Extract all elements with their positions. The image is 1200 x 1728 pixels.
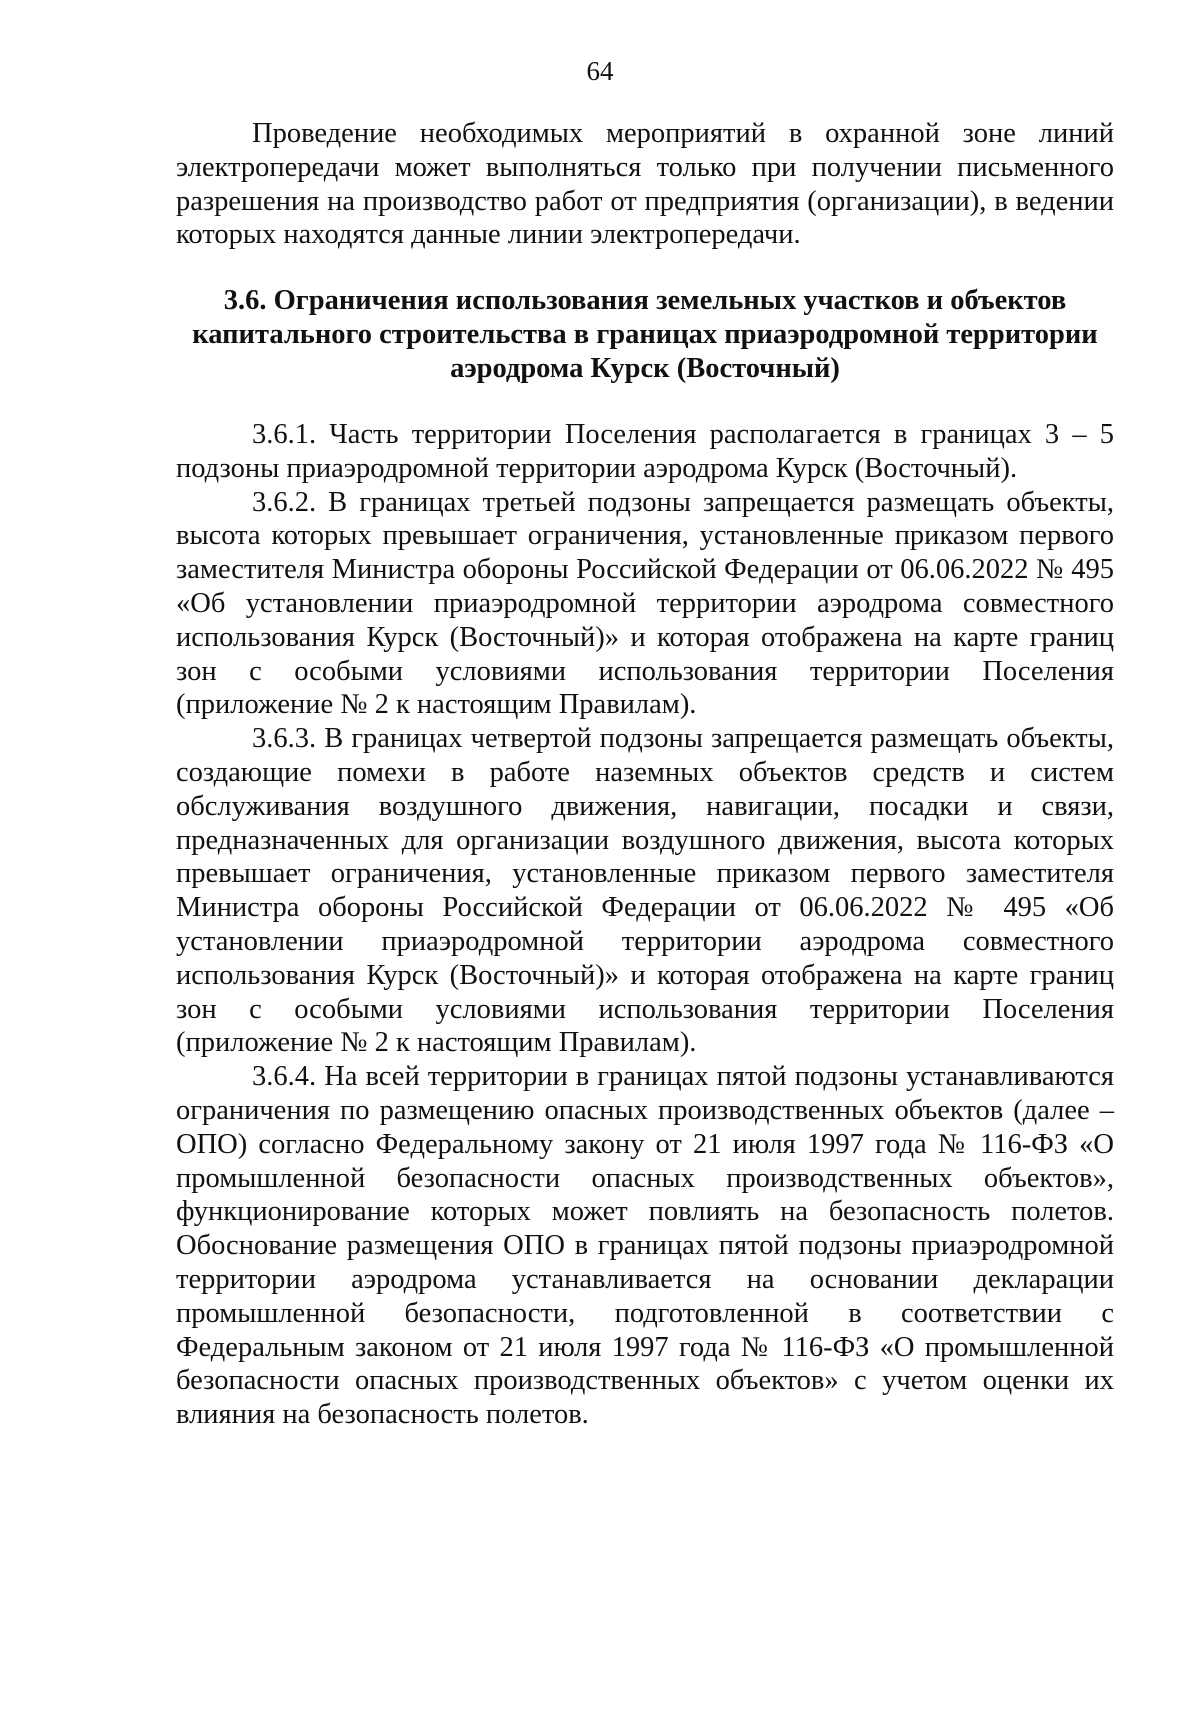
clause-3-6-1: 3.6.1. Часть территории Поселения располагается в границах 3 – 5 подзоны приаэродромной территории аэродрома Курск (Восточный).: [176, 419, 1114, 484]
clause-3-6-3: 3.6.3. В границах четвертой подзоны запрещается размещать объекты, создающие помехи в работе наземных объектов средств и систем обслуживания воздушного движения, навигации, посадки и связи, предназначенных для организации воздушного движения, высота которых превышает ограничения, установленные приказом первого заместителя Министра обороны Российской Федерации от 06.06.2022 № 495 «Об установлении приаэродромной территории аэродрома совместного использования Курск (Восточный)» и которая отображена на карте границ зон с особыми условиями использования территории Поселения (приложение № 2 к настоящим Правилам).: [176, 723, 1114, 1059]
page-number: 64: [586, 56, 614, 86]
clause-3-6-2: 3.6.2. В границах третьей подзоны запрещается размещать объекты, высота которых превышает ограничения, установленные приказом первого заместителя Министра обороны Российской Федерации от 06.06.2022 № 495 «Об установлении приаэродромной территории аэродрома совместного использования Курск (Восточный)» и которая отображена на карте границ зон с особыми условиями использования территории Поселения (приложение № 2 к настоящим Правилам).: [176, 486, 1114, 721]
section-heading-line: 3.6. Ограничения использования земельных участков и объектов: [223, 285, 1067, 316]
section-clauses: [176, 418, 1114, 1432]
clause-3-6-4: 3.6.4. На всей территории в границах пятой подзоны устанавливаются ограничения по размещению опасных производственных объектов (далее – ОПО) согласно Федеральному закону от 21 июля 1997 года № 116-ФЗ «О промышленной безопасности опасных производственных объектов», функционирование которых может повлиять на безопасность полетов. Обоснование размещения ОПО в границах пятой подзоны приаэродромной территории аэродрома устанавливается на основании декларации промышленной безопасности, подготовленной в соответствии с Федеральным законом от 21 июля 1997 года № 116-ФЗ «О промышленной безопасности опасных производственных объектов» с учетом оценки их влияния на безопасность полетов.: [176, 1061, 1114, 1431]
intro-section: [176, 117, 1114, 252]
intro-paragraph: Проведение необходимых мероприятий в охранной зоне линий электропередачи может выполняться только при получении письменного разрешения на производство работ от предприятия (организации), в ведении которых находятся данные линии электропередачи.: [176, 118, 1114, 251]
section-heading: [176, 284, 1114, 386]
section-heading-line: капитального строительства в границах приаэродромной территории: [192, 319, 1098, 350]
section-heading-line: аэродрома Курск (Восточный): [450, 353, 840, 384]
